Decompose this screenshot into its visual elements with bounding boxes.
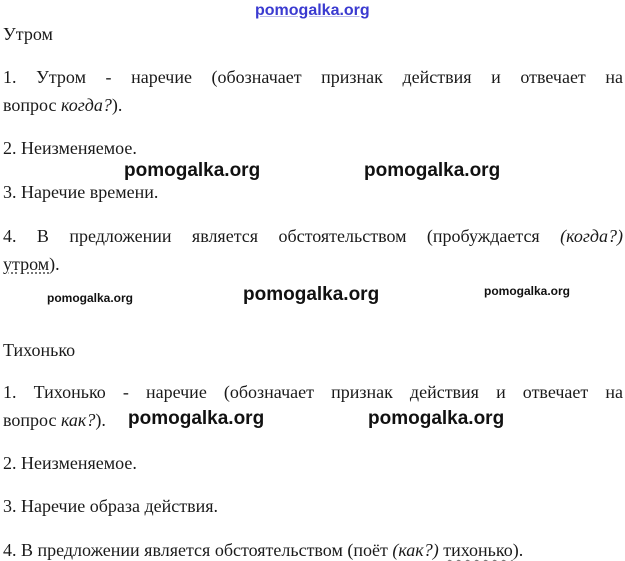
watermark-f: pomogalka.org xyxy=(128,408,265,429)
item-5-cont: вопрос xyxy=(3,410,61,430)
item-1-question: когда? xyxy=(60,95,112,115)
item-7-text: 3. Наречие образа действия. xyxy=(3,496,218,516)
watermark-d: pomogalka.org xyxy=(243,284,380,305)
item-1-text: 1. Утром - наречие (обозначает признак действия и отвечает на xyxy=(3,67,623,87)
item-8-question: (как?) xyxy=(392,540,439,560)
item-8-row xyxy=(3,540,523,560)
item-1-cont: вопрос xyxy=(3,95,61,115)
item-4-question: (когда?) xyxy=(560,226,623,246)
item-4-row xyxy=(3,226,623,246)
section-heading-tihonko: Тихонько xyxy=(3,340,76,360)
watermark-g: pomogalka.org xyxy=(368,408,505,429)
item-2-text: 2. Неизменяемое. xyxy=(3,138,137,158)
item-4-close: ). xyxy=(49,254,60,274)
watermark-e: pomogalka.org xyxy=(484,284,571,298)
item-5-question: как? xyxy=(60,410,96,430)
item-1-continuation xyxy=(3,95,122,115)
item-4-text: 4. В предложении является обстоятельством (пробуждается xyxy=(3,226,540,246)
item-4-continuation xyxy=(3,254,60,274)
section-heading-utrom: Утром xyxy=(3,24,53,44)
item-8-word: тихонько xyxy=(443,540,513,560)
item-6-text: 2. Неизменяемое. xyxy=(3,453,137,473)
watermark-top: pomogalka.org xyxy=(255,2,370,19)
item-8-close: ). xyxy=(512,540,524,560)
item-5-close: ). xyxy=(95,410,106,430)
item-1-close: ). xyxy=(111,95,123,115)
item-5-text: 1. Тихонько - наречие (обозначает признак действия и отвечает на xyxy=(3,382,623,402)
item-4-word: утром xyxy=(3,254,50,274)
item-5-continuation xyxy=(3,410,106,430)
item-3-text: 3. Наречие времени. xyxy=(3,182,159,202)
item-8-text: 4. В предложении является обстоятельством (поёт xyxy=(3,540,393,560)
watermark-c: pomogalka.org xyxy=(47,291,134,305)
watermark-b: pomogalka.org xyxy=(364,160,501,181)
watermark-a: pomogalka.org xyxy=(124,160,261,181)
